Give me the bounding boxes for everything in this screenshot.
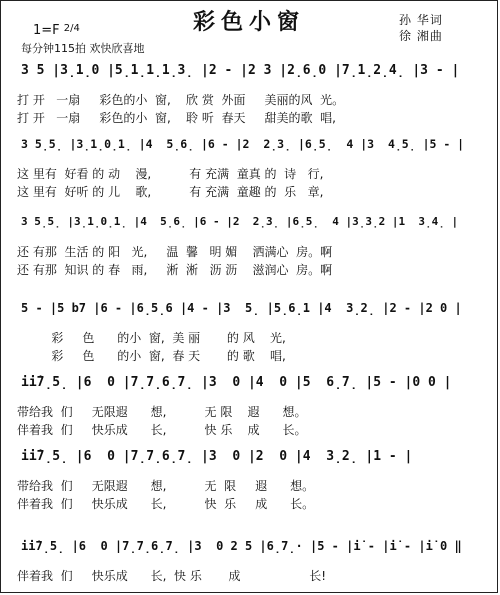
lyric-line-6-1: 带给我 们 无限遐 想, 无 限 遐 想。 bbox=[17, 479, 315, 493]
lyric-line-5-1: 带给我 们 无限遐 想, 无 限 遐 想。 bbox=[17, 405, 307, 419]
key-signature bbox=[33, 23, 80, 38]
lyric-line-2-1: 这 里有 好看 的 动 漫, 有 充满 童真 的 诗 行, bbox=[17, 167, 324, 181]
lyric-line-3-2: 还 有那 知识 的 春 雨, 淅 淅 沥 沥 滋润心 房。啊 bbox=[17, 263, 333, 277]
notation-line-4: 5 - |5 b7 |6 - |6̣5̣6 |4 - |3 5̣ |5̣6̣1 |4 3̣2̣ |2 - |2 0 | bbox=[21, 301, 462, 315]
lyric-line-7-1: 伴着我 们 快乐成 长, 快 乐 成 长! bbox=[17, 569, 327, 583]
notation-line-1: 3 5 |3̣1̣0 |5̣1̣1̣1̣3̣ |2 - |2 3 |2̣6̣0 |7̣1̣2̣4̣ |3 - | bbox=[21, 63, 460, 78]
notation-line-7: i̇i̇7̣5̣ |6 0 |7̣7̣6̣7̣ |3 0 2 5 |6̣7̣· |5 - |i̇ - |i̇ - |i̇ 0 ‖ bbox=[21, 539, 462, 553]
lyric-line-2-2: 这 里有 好听 的 儿 歌, 有 充满 童趣 的 乐 章, bbox=[17, 185, 324, 199]
key: 1=F bbox=[33, 23, 60, 38]
tempo-marking: 每分钟115拍 欢快欣喜地 bbox=[21, 42, 145, 55]
notation-line-2: 3 5̣5̣ |3̣1̣0̣1̣ |4 5̣6̣ |6 - |2 2̣3̣ |6̣5̣ 4 |3 4̣5̣ |5 - | bbox=[21, 137, 465, 151]
notation-line-3: 3 5̣5̣ |3̣1̣0̣1̣ |4 5̣6̣ |6 - |2 2̣3̣ |6̣5̣ 4 |3̣3̣2 |1 3̣4̣ | bbox=[21, 215, 459, 228]
song-title: 彩色小窗 bbox=[192, 10, 305, 35]
notation-line-6: i̇i̇7̣5̣ |6 0 |7̣7̣6̣7̣ |3 0 |2 0 |4 3̣2̣ |1 - | bbox=[21, 449, 413, 464]
lyric-line-4-2: 彩 色 的小 窗, 春 天 的 歌 唱, bbox=[17, 349, 286, 363]
lyric-line-6-2: 伴着我 们 快乐成 长, 快 乐 成 长。 bbox=[17, 497, 315, 511]
lyric-line-3-1: 还 有那 生活 的 阳 光, 温 馨 明 媚 洒满心 房。啊 bbox=[17, 245, 333, 259]
lyric-line-5-2: 伴着我 们 快乐成 长, 快 乐 成 长。 bbox=[17, 423, 307, 437]
lyric-line-1-2: 打 开 一扇 彩色的小 窗, 聆 听 春天 甜美的歌 唱, bbox=[17, 111, 336, 125]
lyricist-credit: 孙 华词 bbox=[399, 13, 443, 27]
lyric-line-1-1: 打 开 一扇 彩色的小 窗, 欣 赏 外面 美丽的风 光。 bbox=[17, 93, 345, 107]
composer-credit: 徐 湘曲 bbox=[399, 29, 443, 43]
notation-line-5: i̇i̇7̣5̣ |6 0 |7̣7̣6̣7̣ |3 0 |4 0 |5 6̣7̣ |5 - |0 0 | bbox=[21, 375, 452, 390]
time-signature: 2/4 bbox=[63, 23, 80, 34]
lyric-line-4-1: 彩 色 的小 窗, 美 丽 的 风 光, bbox=[17, 331, 286, 345]
